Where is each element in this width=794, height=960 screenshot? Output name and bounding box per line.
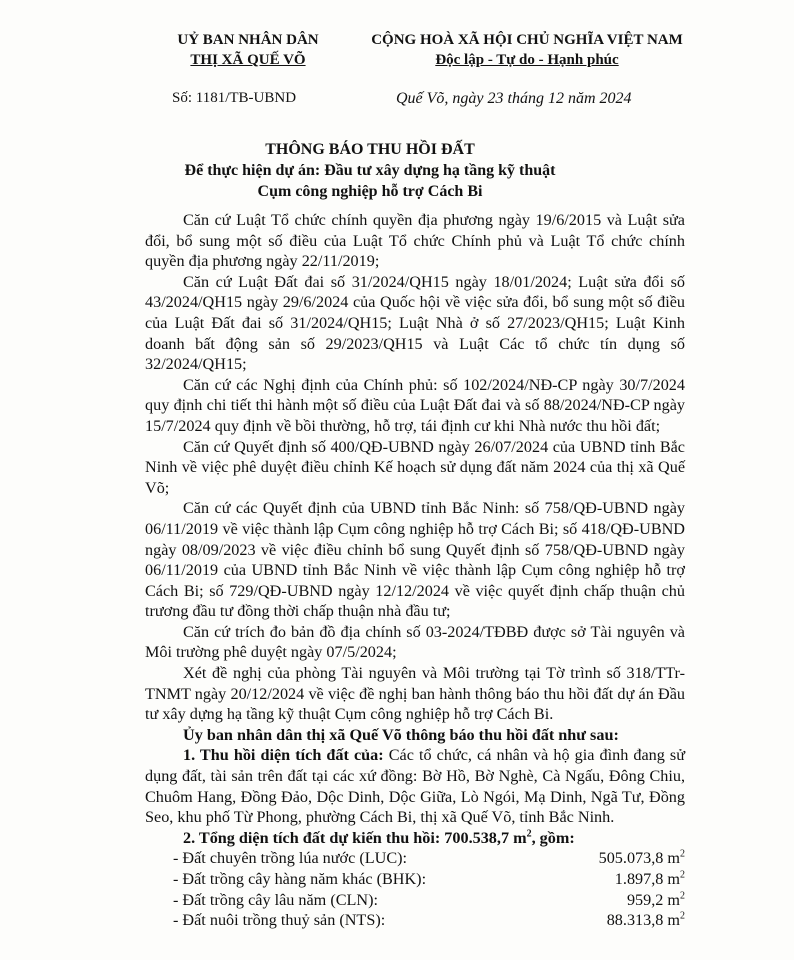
land-area-value: 505.073,8 $m^2$	[598, 849, 685, 868]
section-2-heading-tail: , gồm:	[531, 828, 575, 847]
motto: Độc lập - Tự do - Hạnh phúc	[435, 52, 619, 68]
section-2-heading-sup: 2	[526, 828, 532, 840]
title-line-2: Để thực hiện dự án: Đầu tư xây dựng hạ tầng kỹ thuật	[184, 162, 556, 179]
land-type-label: - Đất nuôi trồng thuỷ sản (NTS):	[173, 911, 386, 930]
document-number: Số: 1181/TB-UBND	[172, 90, 297, 106]
land-type-label: - Đất chuyên trồng lúa nước (LUC):	[173, 849, 407, 868]
section-1-text: Các tổ chức, cá nhân và hộ gia đình đang sử dụng đất, tài sản trên đất tại các xứ đồng: Bờ Hồ, Bờ Nghè, Cà Ngấu, Đông Chiu, Chuôm Hang, Đồng Đảo, Dộc Dinh, Dộc Giữa, Lò Ngói, Mạ Dinh, Ngã Tư, Đồng Seo, khu phố Từ Phong, phường Cách Bi, thị xã Quế Võ, tỉnh Bắc Ninh.	[145, 746, 686, 827]
document-body	[145, 210, 685, 931]
title-line-3: Cụm công nghiệp hỗ trợ Cách Bi	[257, 183, 483, 200]
land-area-value: 88.313,8 $m^2$	[606, 910, 685, 930]
section-1-heading: 1. Thu hồi diện tích đất của:	[183, 746, 384, 765]
land-type-label: - Đất trồng cây hàng năm khác (BHK):	[173, 870, 427, 888]
land-area-row	[145, 869, 685, 890]
legal-basis-paragraph: Căn cứ trích đo bản đồ địa chính số 03-2024/TĐBĐ được sở Tài nguyên và Môi trường phê duyệt ngày 07/5/2024;	[145, 622, 685, 662]
section-2-heading	[145, 828, 685, 849]
national-motto	[362, 30, 692, 70]
place-and-date: Quế Võ, ngày 23 tháng 12 năm 2024	[396, 90, 632, 107]
land-area-value: 959,2 $m^2$	[626, 890, 685, 909]
document-title	[160, 139, 580, 202]
land-area-row	[145, 890, 685, 911]
issuing-authority	[168, 30, 328, 70]
legal-basis-paragraph: Xét đề nghị của phòng Tài nguyên và Môi trường tại Tờ trình số 318/TTr-TNMT ngày 20/12/2024 về việc đề nghị ban hành thông báo thu hồi đất dự án Đầu tư xây dựng hạ tầng kỹ thuật Cụm công nghiệp hỗ trợ Cách Bi.	[145, 664, 685, 724]
legal-basis-paragraph: Căn cứ Quyết định số 400/QĐ-UBND ngày 26/07/2024 của UBND tỉnh Bắc Ninh về việc phê duyệt điều chỉnh Kế hoạch sử dụng đất năm 2024 của thị xã Quế Võ;	[145, 437, 685, 497]
land-type-label: - Đất trồng cây lâu năm (CLN):	[173, 890, 378, 909]
legal-basis-paragraph: Căn cứ các Quyết định của UBND tỉnh Bắc Ninh: số 758/QĐ-UBND ngày 06/11/2019 về việc thành lập Cụm công nghiệp hỗ trợ Cách Bi; số 418/QĐ-UBND ngày 08/09/2023 về việc điều chỉnh bổ sung Quyết định số 758/QĐ-UBND ngày 06/11/2019 của UBND tỉnh Bắc Ninh về việc thành lập Cụm công nghiệp hỗ trợ Cách Bi; số 729/QĐ-UBND ngày 12/12/2024 về việc quyết định chấp thuận chủ trương đầu tư đồng thời chấp thuận nhà đầu tư;	[145, 499, 685, 621]
authority-line-2: THỊ XÃ QUẾ VÕ	[190, 52, 306, 68]
legal-basis-paragraph: Căn cứ các Nghị định của Chính phủ: số 102/2024/NĐ-CP ngày 30/7/2024 quy định chi tiết thi hành một số điều của Luật Đất đai và số 88/2024/NĐ-CP ngày 15/7/2024 quy định về bồi thường, hỗ trợ, tái định cư khi Nhà nước thu hồi đất;	[145, 375, 685, 435]
authority-line-1: UỶ BAN NHÂN DÂN	[177, 32, 319, 48]
legal-basis-paragraph: Căn cứ Luật Đất đai số 31/2024/QH15 ngày 18/01/2024; Luật sửa đổi số 43/2024/QH15 ngày 29/6/2024 của Quốc hội về việc sửa đổi, bổ sung một số điều của Luật Đất đai số 31/2024/QH15; Luật Nhà ở số 27/2023/QH15; Luật Kinh doanh bất động sản số 29/2023/QH15 và Luật Các tổ chức tín dụng số 32/2024/QH15;	[145, 272, 685, 374]
section-1	[145, 745, 685, 827]
nation-name: CỘNG HOÀ XÃ HỘI CHỦ NGHĨA VIỆT NAM	[371, 32, 683, 48]
section-2-heading-text: 2. Tổng diện tích đất dự kiến thu hồi: 700.538,7 m	[183, 828, 527, 847]
land-area-row	[145, 848, 685, 869]
title-line-1: THÔNG BÁO THU HỒI ĐẤT	[265, 141, 475, 158]
announcement-line: Ủy ban nhân dân thị xã Quế Võ thông báo thu hồi đất như sau:	[183, 725, 619, 744]
land-area-value: 1.897,8 $m^2$	[614, 869, 685, 888]
land-area-row	[145, 910, 685, 931]
legal-basis-paragraph: Căn cứ Luật Tổ chức chính quyền địa phương ngày 19/6/2015 và Luật sửa đổi, bổ sung một số điều của Luật Tổ chức Chính phủ và Luật Tổ chức chính quyền địa phương ngày 22/11/2019;	[145, 211, 685, 271]
